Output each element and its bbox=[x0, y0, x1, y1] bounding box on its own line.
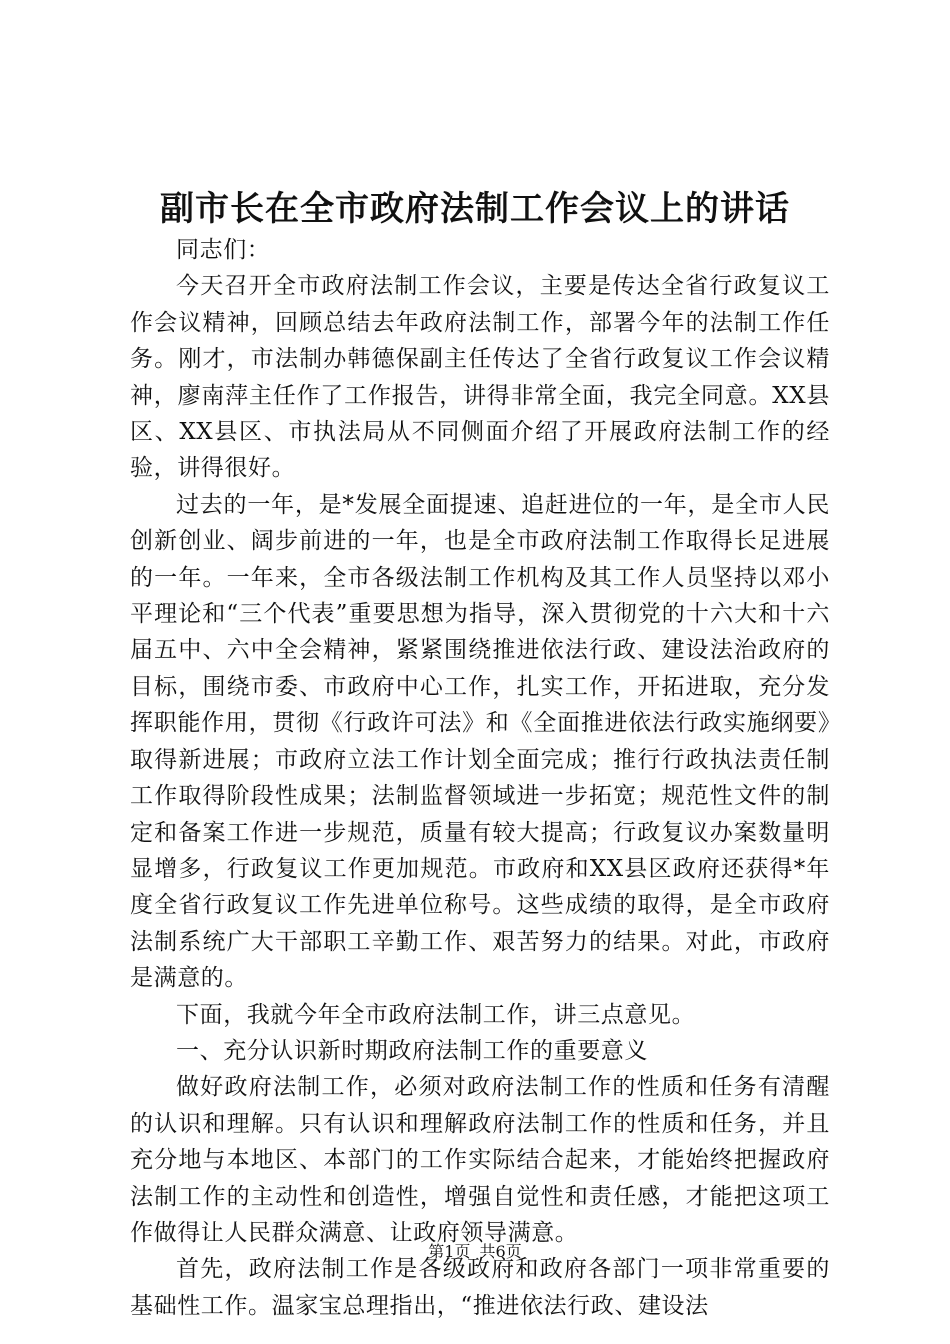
paragraph-first-point: 首先，政府法制工作是各级政府和政府各部门一项非常重要的基础性工作。温家宝总理指出，“推进依法行政、建设法 bbox=[130, 1256, 830, 1319]
page-number: 第1页 共6页 bbox=[428, 1242, 522, 1261]
paragraph-opening: 今天召开全市政府法制工作会议，主要是传达全省行政复议工作会议精神，回顾总结去年政府法制工作，部署今年的法制工作任务。刚才，市法制办韩德保副主任传达了全省行政复议工作会议精神，廖南萍主任作了工作报告，讲得非常全面，我完全同意。XX县区、XX县区、市执法局从不同侧面介绍了开展政府法制工作的经验，讲得很好。 bbox=[130, 273, 830, 482]
document-body bbox=[130, 232, 830, 1324]
paragraph-understanding: 做好政府法制工作，必须对政府法制工作的性质和任务有清醒的认识和理解。只有认识和理解政府法制工作的性质和任务，并且充分地与本地区、本部门的工作实际结合起来，才能始终把握政府法制工作的主动性和创造性，增强自觉性和责任感，才能把这项工作做得让人民群众满意、让政府领导满意。 bbox=[130, 1074, 830, 1246]
paragraph-review: 过去的一年，是*发展全面提速、追赶进位的一年，是全市人民创新创业、阔步前进的一年，也是全市政府法制工作取得长足进展的一年。一年来，全市各级法制工作机构及其工作人员坚持以邓小平理论和“三个代表”重要思想为指导，深入贯彻党的十六大和十六届五中、六中全会精神，紧紧围绕推进依法行政、建设法治政府的目标，围绕市委、市政府中心工作，扎实工作，开拓进取，充分发挥职能作用，贯彻《行政许可法》和《全面推进依法行政实施纲要》取得新进展；市政府立法工作计划全面完成；推行行政执法责任制工作取得阶段性成果；法制监督领域进一步拓宽；规范性文件的制定和备案工作进一步规范，质量有较大提高；行政复议办案数量明显增多，行政复议工作更加规范。市政府和XX县区政府还获得*年度全省行政复议工作先进单位称号。这些成绩的取得，是全市政府法制系统广大干部职工辛勤工作、艰苦努力的结果。对此，市政府是满意的。 bbox=[130, 491, 830, 992]
document-title: 副市长在全市政府法制工作会议上的讲话 bbox=[160, 189, 790, 229]
section-heading-1: 一、充分认识新时期政府法制工作的重要意义 bbox=[176, 1037, 648, 1064]
salutation: 同志们： bbox=[176, 237, 271, 263]
paragraph-transition: 下面，我就今年全市政府法制工作，讲三点意见。 bbox=[176, 1001, 696, 1028]
